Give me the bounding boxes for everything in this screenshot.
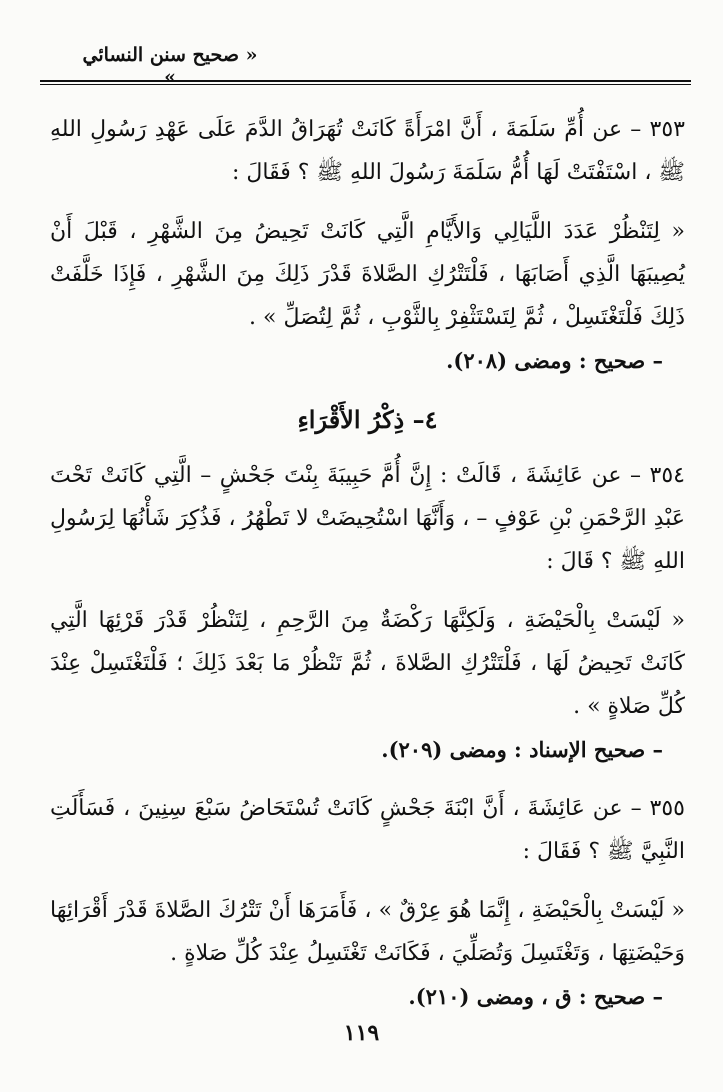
hadith-354-grade: – صحيح الإسناد : ومضى (٢٠٩). (381, 737, 663, 762)
page-body (50, 108, 685, 1018)
hadith-353-intro: ٣٥٣ – عن أُمِّ سَلَمَةَ ، أَنَّ امْرَأَةً كَانَتْ تُهَرَاقُ الدَّمَ عَلَى عَهْدِ رَسُولِ اللهِ ﷺ ، اسْتَفْتَتْ لَهَا أُمُّ سَلَمَةَ رَسُولَ اللهِ ﷺ ؟ فَقَالَ : (50, 117, 685, 185)
hadith-353-text: « لِتَنْظُرْ عَدَدَ اللَّيَالِي وَالأَيَّامِ الَّتِي كَانَتْ تَحِيضُ مِنَ الشَّهْرِ ، قَبْلَ أَنْ يُصِيبَهَا الَّذِي أَصَابَهَا ، فَلْتَتْرُكِ الصَّلاةَ قَدْرَ ذَلِكَ مِنَ الشَّهْرِ ، فَإِذَا خَلَّفَتْ ذَلِكَ فَلْتَغْتَسِلْ ، ثُمَّ لِتَسْتَثْفِرْ بِالثَّوْبِ ، ثُمَّ لِتُصَلِّ » . (50, 219, 685, 330)
section-heading: ٤– ذِكْرُ الأَقْرَاءِ (297, 405, 438, 434)
running-head: « صحيح سنن النسائي » (82, 44, 258, 88)
hadith-355-intro: ٣٥٥ – عن عَائِشَةَ ، أَنَّ ابْنَةَ جَحْشٍ كَانَتْ تُسْتَحَاضُ سَبْعَ سِنِينَ ، فَسَأَلَتِ النَّبِيَّ ﷺ ؟ فَقَالَ : (50, 796, 685, 864)
hadith-354-intro: ٣٥٤ – عن عَائِشَةَ ، قَالَتْ : إِنَّ أُمَّ حَبِيبَةَ بِنْتَ جَحْشٍ – الَّتِي كَانَتْ تَحْتَ عَبْدِ الرَّحْمَنِ بْنِ عَوْفٍ – ، وَأَنَّهَا اسْتُحِيضَتْ لا تَطْهُرُ ، فَذُكِرَ شَأْنُهَا لِرَسُولِ اللهِ ﷺ ؟ قَالَ : (50, 463, 685, 574)
header-rule (40, 80, 691, 82)
hadith-354-text: « لَيْسَتْ بِالْحَيْضَةِ ، وَلَكِنَّهَا رَكْضَةٌ مِنَ الرَّحِمِ ، لِتَنْظُرْ قَدْرَ قَرْئِهَا الَّتِي كَانَتْ تَحِيضُ لَهَا ، فَلْتَتْرُكِ الصَّلاةَ ، ثُمَّ تَنْظُرْ مَا بَعْدَ ذَلِكَ ؛ فَلْتَغْتَسِلْ عِنْدَ كُلِّ صَلاةٍ » . (50, 608, 685, 719)
hadith-353-grade: – صحيح : ومضى (٢٠٨). (446, 348, 663, 373)
hadith-355-text: « لَيْسَتْ بِالْحَيْضَةِ ، إِنَّمَا هُوَ عِرْقٌ » ، فَأَمَرَهَا أَنْ تَتْرُكَ الصَّلاةَ قَدْرَ أَقْرَائِهَا وَحَيْضَتِهَا ، وَتَغْتَسِلَ وَتُصَلِّيَ ، فَكَانَتْ تَغْتَسِلُ عِنْدَ كُلِّ صَلاةٍ . (50, 898, 685, 966)
page-number: ١١٩ (343, 1020, 380, 1046)
header-rule-thin (40, 84, 691, 85)
hadith-355-grade: – صحيح : ق ، ومضى (٢١٠). (408, 984, 663, 1009)
